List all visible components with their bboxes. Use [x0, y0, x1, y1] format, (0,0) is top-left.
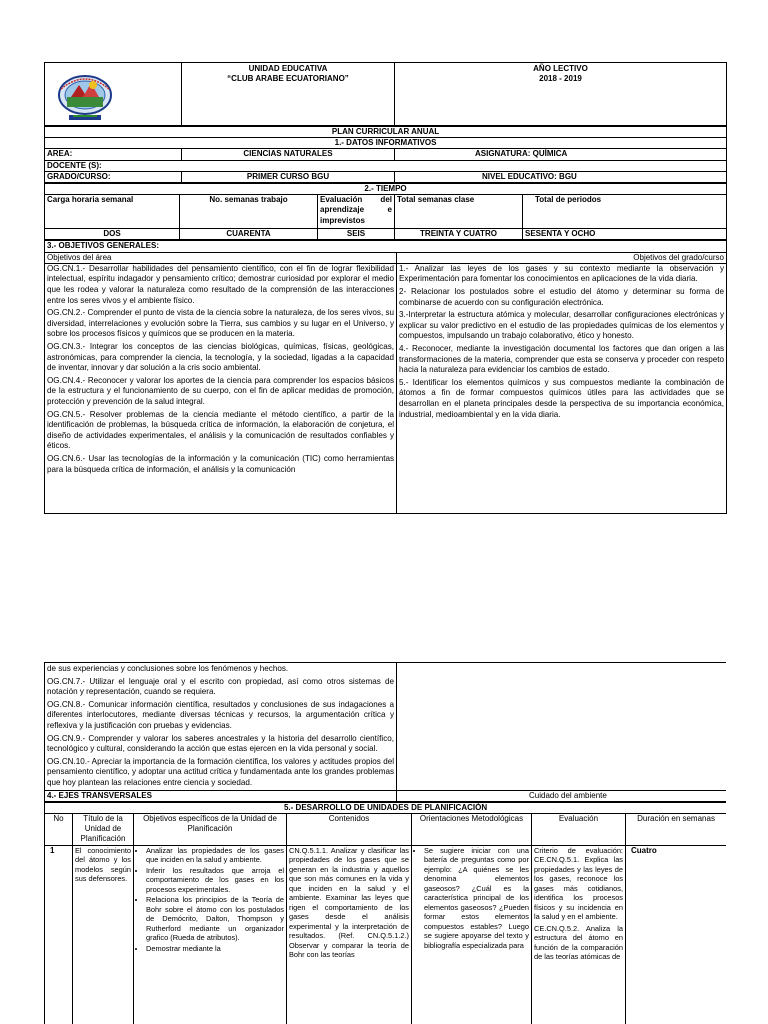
- area-objective: de sus experiencias y conclusiones sobre los fenómenos y hechos.: [47, 664, 289, 673]
- objetivos-grado-header: Objetivos del grado/curso: [397, 252, 727, 263]
- grado-objective: 1.- Analizar las leyes de los gases y su contexto mediante la observación y Experimentación para fomentar los conocimientos en aplicaciones de la vida diaria.: [399, 263, 724, 284]
- unidad-orientaciones-cell: [412, 845, 532, 1024]
- school-logo: [57, 71, 113, 123]
- header-table: [44, 62, 727, 126]
- section-3-heading: 3.- OBJETIVOS GENERALES:: [45, 241, 727, 252]
- area-objective: OG.CN.2.- Comprender el punto de vista de la ciencia sobre la naturaleza, de los seres vivos, su diversidad, interrelaciones y evolución sobre la Tierra, sus cambios y su lugar en el Universo, y sobre los procesos físicos y químicos que se producen en la materia.: [47, 308, 394, 339]
- grado-objectives-list: [399, 264, 724, 420]
- area-label: AREA:: [45, 149, 182, 160]
- objetivos-grado-empty-cell: [397, 663, 727, 791]
- ejes-value: Cuidado del ambiente: [397, 790, 727, 801]
- unidad-objetivo-item: • Analizar las propiedades de los gases que inciden en la salud y ambiente.: [146, 846, 284, 865]
- tiempo-value-semanas: CUARENTA: [180, 229, 318, 240]
- grado-objective: 5.- Identificar los elementos químicos y sus compuestos mediante la combinación de átomos a fin de formar compuestos químicos útiles para las actividades que se desarrollan en el planeta principales desde la perspectiva de su importancia económica, industrial, medioambiental y en la vida diaria.: [399, 377, 724, 419]
- grado-label: GRADO/CURSO:: [45, 171, 182, 182]
- school-year-value: 2018 - 2019: [539, 74, 582, 84]
- grado-objective: 2- Relacionar los postulados sobre el estudio del átomo y determinar su forma de combinarse de acuerdo con su configuración electrónica.: [399, 287, 724, 307]
- grado-objective: 3.-Interpretar la estructura atómica y molecular, desarrollar configuraciones electrónicas y explicar su valor predictivo en el estudio de las propiedades químicas de los elementos y compuestos, impulsando un trabajo colaborativo, ético y honesto.: [399, 310, 724, 341]
- docente-label: DOCENTE (S):: [45, 160, 727, 171]
- unidades-header-no: No: [45, 813, 73, 845]
- unidades-header-contenidos: Contenidos: [287, 813, 412, 845]
- datos-table: [44, 126, 727, 183]
- area-objective: OG.CN.6.- Usar las tecnologías de la información y la comunicación (TIC) como herramientas para la búsqueda crítica de información, el análisis y la comunicación: [47, 453, 394, 474]
- unidades-header-titulo: Título de la Unidad de Planificación: [73, 813, 134, 845]
- section-1-heading: 1.- DATOS INFORMATIVOS: [45, 138, 727, 149]
- unidad-titulo: El conocimiento del átomo y los modelos según sus defensores.: [73, 845, 134, 1024]
- objetivos-continuation-table: [44, 662, 726, 802]
- area-objective: OG.CN.10.- Apreciar la importancia de la formación científica, los valores y actitudes propios del pensamiento científico, y adoptar una actitud crítica y fundamentada ante los grandes problemas que hoy plantean las relaciones entre ciencia y sociedad.: [47, 756, 394, 787]
- school-year-label: AÑO LECTIVO: [533, 64, 588, 73]
- area-objective: OG.CN.7.- Utilizar el lenguaje oral y el escrito con propiedad, así como otros sistemas de notación y representación, cuando se requiera.: [47, 676, 394, 697]
- unidad-evaluacion-list: [534, 846, 623, 962]
- area-objective: OG.CN.8.- Comunicar información científica, resultados y conclusiones de sus indagaciones a diferentes interlocutores, mediante diversas técnicas y recursos, la argumentación crítica y reflexiva y la justificación con pruebas y evidencias.: [47, 699, 394, 730]
- area-objective: OG.CN.1.- Desarrollar habilidades del pensamiento científico, con el fin de lograr flexibilidad intelectual, espíritu indagador y pensamiento crítico; demostrar curiosidad por explorar el medio que les rodea y valorar la naturaleza como resultado de la comprensión de las interacciones entre los seres vivos y el ambiente físico.: [47, 263, 394, 305]
- area-objectives-continued: [47, 664, 394, 789]
- school-logo-cell: [45, 63, 182, 126]
- grado-value: PRIMER CURSO BGU: [182, 171, 395, 182]
- unidades-table: [44, 802, 726, 1024]
- unidad-objetivo-item: • Inferir los resultados que arroja el comportamiento de los gases en los procesos experimentales.: [146, 866, 284, 895]
- unidades-header-duracion: Duración en semanas: [626, 813, 727, 845]
- objetivos-area-header: Objetivos del área: [45, 252, 397, 263]
- unidad-evaluacion-cell: [532, 845, 626, 1024]
- objetivos-area-cell: [45, 263, 397, 513]
- grado-objective: 4.- Reconocer, mediante la investigación documental los factores que dan origen a las transformaciones de la materia, comprender que esta se conserva y proceder con respeto hacia la naturaleza para evidenciar los cambios de estado.: [399, 343, 724, 375]
- objetivos-area-continuation-cell: [45, 663, 397, 791]
- unidad-objetivo-item: • Relaciona los principios de la Teoría de Bohr sobre el átomo con los postulados de Demócrito, Dalton, Thompson y Rutherford mediante un organizador grafico (Rueda de atributos).: [146, 895, 284, 943]
- tiempo-table: [44, 183, 727, 240]
- unidades-header-orientaciones: Orientaciones Metodológicas: [412, 813, 532, 845]
- section-5-heading: 5.- DESARROLLO DE UNIDADES DE PLANIFICACIÓN: [45, 802, 727, 813]
- unidades-header-objetivos: Objetivos específicos de la Unidad de Planificación: [134, 813, 287, 845]
- section-4-heading: 4.- EJES TRANSVERSALES: [45, 790, 397, 801]
- tiempo-header-evaluacion: Evaluación del aprendizaje e imprevistos: [318, 195, 395, 229]
- unidades-header-evaluacion: Evaluación: [532, 813, 626, 845]
- unidad-contenidos: CN.Q.5.1.1. Analizar y clasificar las propiedades de los gases que se generan en la industria y aquellos que son más comunes en la vida y que inciden en la salud y el ambiente. Examinar las leyes que rigen el comportamiento de los gases desde el análisis experimental y la interpretación de resultados. (Ref. CN.Q.5.1.2.) Observar y comparar la teoría de Bohr con las teorías: [287, 845, 412, 1024]
- tiempo-header-carga: Carga horaria semanal: [45, 195, 180, 229]
- area-value: CIENCIAS NATURALES: [182, 149, 395, 160]
- school-year-cell: [395, 63, 727, 126]
- unidad-row: [45, 845, 727, 1024]
- school-name-cell: [182, 63, 395, 126]
- unidad-evaluacion-item: CE.CN.Q.5.2. Analiza la estructura del átomo en función de la comparación de las teorías atómicas de: [534, 923, 623, 962]
- tiempo-value-total-semanas: TREINTA Y CUATRO: [395, 229, 523, 240]
- section-2-heading: 2.- TIEMPO: [45, 184, 727, 195]
- curriculum-page-2: [44, 662, 726, 1024]
- unidad-duracion: Cuatro: [626, 845, 727, 1024]
- school-line-1: UNIDAD EDUCATIVA: [248, 64, 328, 73]
- plan-title: PLAN CURRICULAR ANUAL: [45, 127, 727, 138]
- nivel-label: NIVEL EDUCATIVO: BGU: [395, 171, 727, 182]
- unidad-orientaciones-item: • Se sugiere iniciar con una batería de preguntas como por ejemplo: ¿A quiénes se les denomina elementos gaseosos? ¿Cuál es la característica principal de los elementos gaseosos? ¿Pueden formar estos elementos compuestos estables? Luego se sugiere apoyarse del texto y bibliografía especializada para: [424, 846, 529, 951]
- unidad-objetivo-item: • Demostrar mediante la: [146, 944, 284, 954]
- curriculum-page-1: [44, 62, 726, 514]
- tiempo-header-semanas: No. semanas trabajo: [180, 195, 318, 229]
- tiempo-header-total-semanas: Total semanas clase: [395, 195, 523, 229]
- school-line-2: “CLUB ARABE ECUATORIANO”: [227, 74, 349, 84]
- unidad-no: 1: [45, 845, 73, 1024]
- area-objective: OG.CN.3.- Integrar los conceptos de las ciencias biológicas, químicas, físicas, geológicas, astronómicas, para comprender la ciencia, la tecnología, y la sociedad, ligadas a la capacidad de inventar, innovar y dar solución a la cris socio ambiental.: [47, 341, 394, 373]
- tiempo-value-periodos: SESENTA Y OCHO: [523, 229, 727, 240]
- area-objectives-list: [47, 264, 394, 475]
- unidad-evaluacion-item: Criterio de evaluación: CE.CN.Q.5.1. Explica las propiedades y las leyes de los gases, reconoce los gases más cotidianos, identifica los procesos físicos y su incidencia en la salud y en el ambiente.: [534, 845, 623, 922]
- tiempo-header-periodos: Total de periodos: [523, 195, 727, 229]
- area-objective: OG.CN.4.- Reconocer y valorar los aportes de la ciencia para comprender los espacios básicos de la estructura y el funcionamiento de su cuerpo, con el fin de aplicar medidas de promoción, protección y prevención de la salud integral.: [47, 375, 394, 406]
- unidad-objetivos-cell: [134, 845, 287, 1024]
- area-objective: OG.CN.9.- Comprender y valorar los saberes ancestrales y la historia del desarrollo científico, tecnológico y cultural, considerando la acción que estas ejercen en la vida personal y social.: [47, 733, 394, 754]
- asignatura-label: ASIGNATURA: QUÍMICA: [395, 149, 727, 160]
- area-objective: OG.CN.5.- Resolver problemas de la ciencia mediante el método científico, a partir de la identificación de problemas, la búsqueda crítica de información, la elaboración de conjetura, el diseño de actividades experimentales, el análisis y la comunicación de resultados confiables y éticos.: [47, 409, 394, 451]
- objetivos-table: [44, 240, 727, 513]
- unidad-objetivos-list: [136, 846, 284, 954]
- objetivos-grado-cell: [397, 263, 727, 513]
- unidad-orientaciones-list: [414, 846, 529, 951]
- tiempo-value-evaluacion: SEIS: [318, 229, 395, 240]
- tiempo-value-carga: DOS: [45, 229, 180, 240]
